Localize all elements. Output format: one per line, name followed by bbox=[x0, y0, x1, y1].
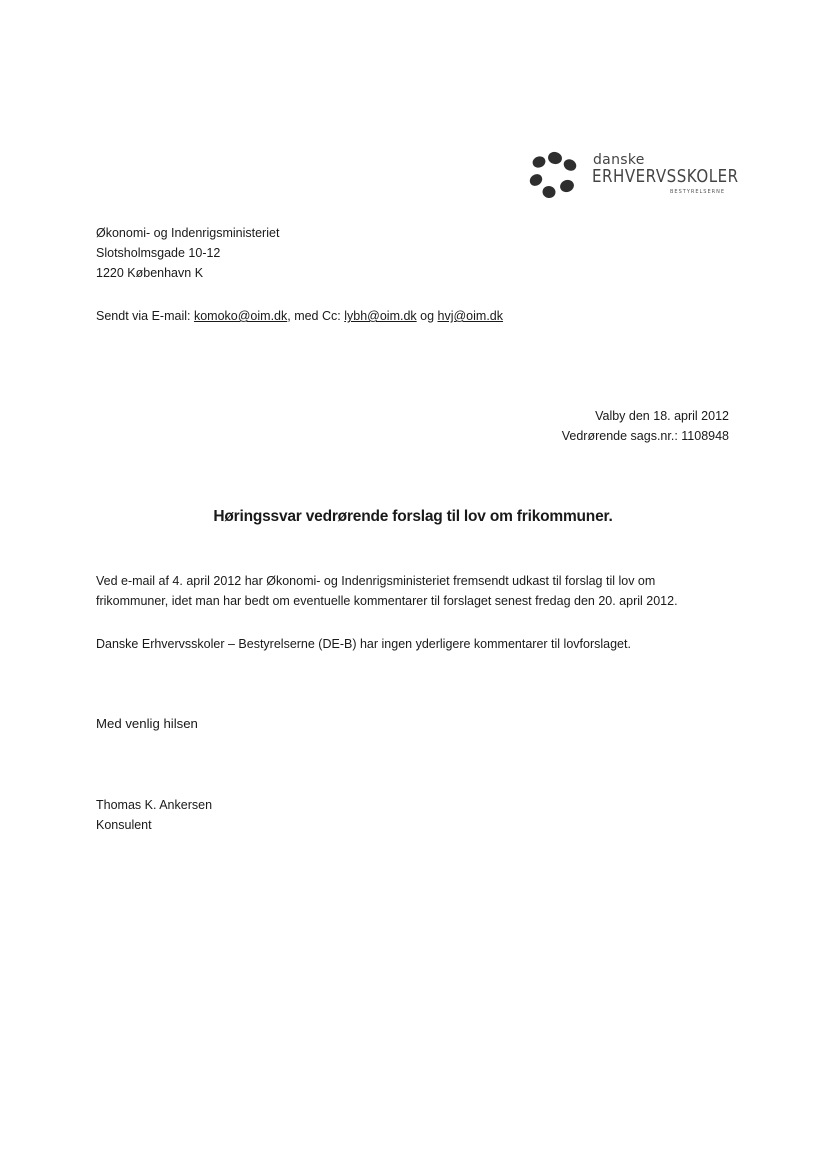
logo-mark-icon bbox=[528, 150, 588, 202]
signer-block bbox=[96, 795, 212, 835]
sent-via-line bbox=[96, 306, 503, 326]
date-line: Valby den 18. april 2012 bbox=[595, 409, 729, 423]
date-block bbox=[562, 406, 729, 446]
recipient-city: 1220 København K bbox=[96, 266, 204, 280]
email-link-cc1[interactable]: lybh@oim.dk bbox=[344, 309, 417, 323]
logo-text-danske: danske bbox=[593, 152, 645, 168]
cc-prefix: , med Cc: bbox=[287, 309, 345, 323]
signer-role: Konsulent bbox=[96, 818, 152, 832]
recipient-street: Slotsholmsgade 10-12 bbox=[96, 246, 221, 260]
letter-title: Høringssvar vedrørende forslag til lov om frikommuner. bbox=[213, 508, 613, 525]
recipient-address bbox=[96, 223, 279, 283]
body-paragraph-1 bbox=[96, 571, 678, 611]
logo-text-bestyrelserne: BESTYRELSERNE bbox=[670, 189, 725, 195]
sent-prefix: Sendt via E-mail: bbox=[96, 309, 194, 323]
paragraph-1-line-2: frikommuner, idet man har bedt om eventuelle kommentarer til forslaget senest fredag den 20. april 2012. bbox=[96, 594, 678, 608]
and-word: og bbox=[416, 309, 438, 323]
paragraph-1-line-1: Ved e-mail af 4. april 2012 har Økonomi- og Indenrigsministeriet fremsendt udkast til forslag til lov om bbox=[96, 574, 656, 588]
organization-logo bbox=[528, 150, 748, 202]
logo-text-erhvervsskoler: ERHVERVSSKOLER bbox=[592, 167, 739, 187]
body-paragraph-2: Danske Erhvervsskoler – Bestyrelserne (DE-B) har ingen yderligere kommentarer til lovforslaget. bbox=[96, 637, 631, 651]
email-link-cc2[interactable]: hvj@oim.dk bbox=[437, 309, 504, 323]
case-number-line: Vedrørende sags.nr.: 1108948 bbox=[561, 429, 729, 443]
signer-name: Thomas K. Ankersen bbox=[96, 798, 213, 812]
email-link-to[interactable]: komoko@oim.dk bbox=[193, 309, 288, 323]
recipient-name: Økonomi- og Indenrigsministeriet bbox=[96, 226, 280, 240]
closing-greeting: Med venlig hilsen bbox=[96, 716, 198, 731]
